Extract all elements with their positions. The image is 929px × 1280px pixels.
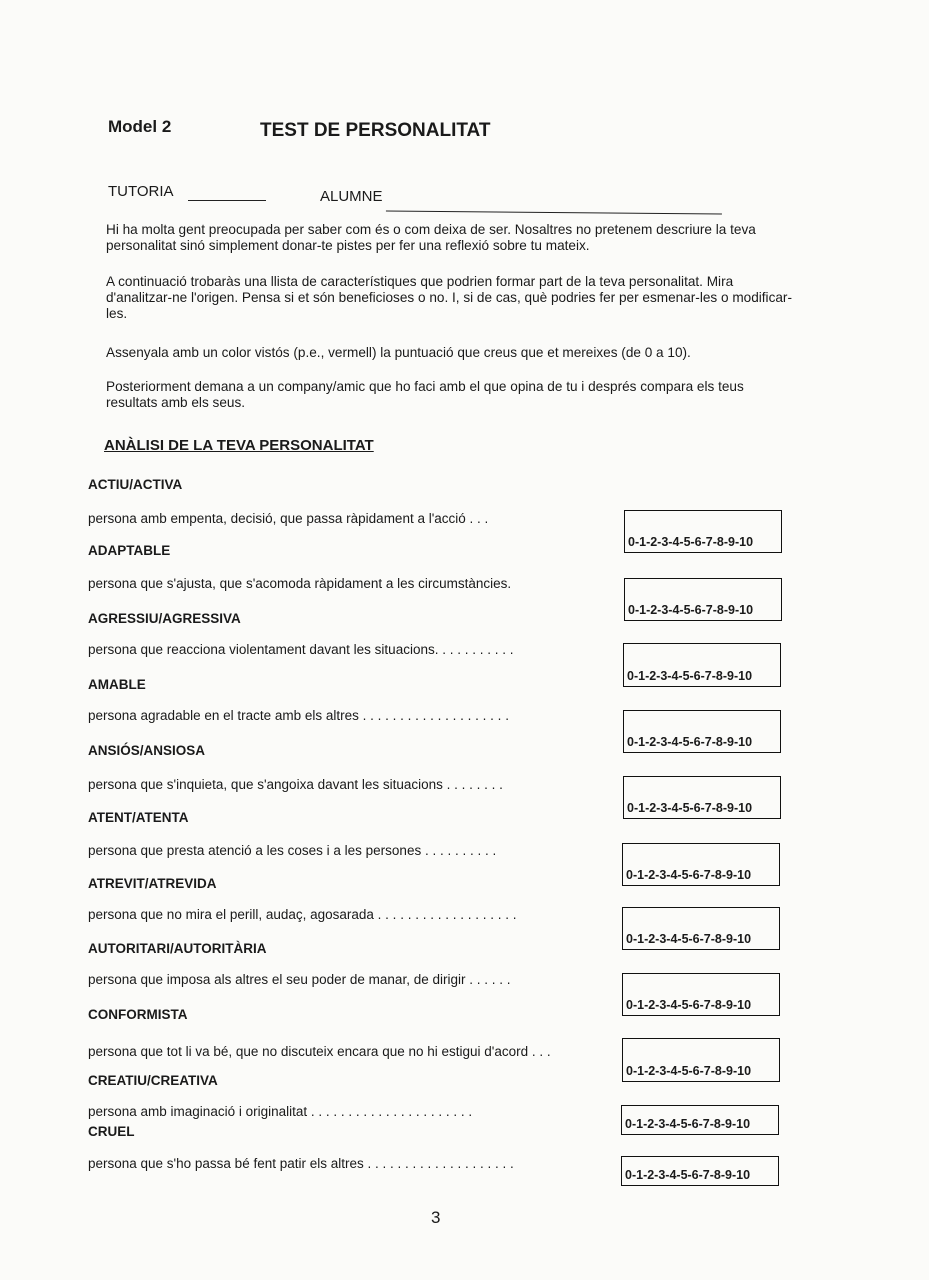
trait-title: ACTIU/ACTIVA (88, 477, 183, 492)
trait-title: ATREVIT/ATREVIDA (88, 876, 217, 891)
score-scale-box[interactable]: 0-1-2-3-4-5-6-7-8-9-10 (624, 510, 782, 553)
score-scale-box[interactable]: 0-1-2-3-4-5-6-7-8-9-10 (623, 710, 781, 753)
trait-description: persona que s'inquieta, que s'angoixa davant les situacions . . . . . . . . (88, 777, 503, 792)
trait-title: CREATIU/CREATIVA (88, 1073, 218, 1088)
model-label: Model 2 (108, 117, 172, 136)
trait-title: AUTORITARI/AUTORITÀRIA (88, 941, 267, 956)
trait-title: AMABLE (88, 677, 146, 692)
score-scale-box[interactable]: 0-1-2-3-4-5-6-7-8-9-10 (622, 1038, 780, 1082)
page-title: TEST DE PERSONALITAT (260, 120, 491, 141)
trait-title: ATENT/ATENTA (88, 810, 189, 825)
score-scale-box[interactable]: 0-1-2-3-4-5-6-7-8-9-10 (623, 643, 781, 687)
section-title: ANÀLISI DE LA TEVA PERSONALITAT (104, 437, 374, 454)
score-scale-box[interactable]: 0-1-2-3-4-5-6-7-8-9-10 (623, 776, 781, 819)
trait-description: persona agradable en el tracte amb els altres . . . . . . . . . . . . . . . . . . . . (88, 708, 509, 723)
trait-title: CRUEL (88, 1124, 135, 1139)
score-scale-box[interactable]: 0-1-2-3-4-5-6-7-8-9-10 (622, 973, 780, 1016)
intro-paragraph: Hi ha molta gent preocupada per saber com és o com deixa de ser. Nosaltres no pretenem descriure la teva personalitat sinó simplement donar-te pistes per fer una reflexió sobre tu mateix. (106, 222, 756, 253)
score-scale-box[interactable]: 0-1-2-3-4-5-6-7-8-9-10 (622, 843, 780, 886)
intro-paragraph: Assenyala amb un color vistós (p.e., vermell) la puntuació que creus que et mereixes (de 0 a 10). (106, 345, 691, 360)
trait-description: persona que no mira el perill, audaç, agosarada . . . . . . . . . . . . . . . . . . . (88, 907, 517, 922)
trait-title: CONFORMISTA (88, 1007, 188, 1022)
score-scale-box[interactable]: 0-1-2-3-4-5-6-7-8-9-10 (622, 907, 780, 950)
trait-title: ANSIÓS/ANSIOSA (88, 743, 206, 758)
trait-description: persona que s'ajusta, que s'acomoda ràpidament a les circumstàncies. (88, 576, 512, 591)
trait-description: persona que reacciona violentament davant les situacions. . . . . . . . . . . (88, 642, 514, 657)
trait-description: persona amb imaginació i originalitat . . . . . . . . . . . . . . . . . . . . . . (88, 1104, 473, 1119)
trait-description: persona que tot li va bé, que no discuteix encara que no hi estigui d'acord . . . (88, 1044, 551, 1059)
trait-description: persona amb empenta, decisió, que passa ràpidament a l'acció . . . (88, 511, 489, 526)
trait-description: persona que s'ho passa bé fent patir els altres . . . . . . . . . . . . . . . . . . . . (88, 1156, 514, 1171)
intro-paragraph: Posteriorment demana a un company/amic que ho faci amb el que opina de tu i després compara els teus resultats amb els seus. (106, 379, 744, 410)
score-scale-box[interactable]: 0-1-2-3-4-5-6-7-8-9-10 (621, 1156, 779, 1186)
intro-paragraph: A continuació trobaràs una llista de característiques que podrien formar part de la teva personalitat. Mira d'analitzar-ne l'origen. Pensa si et són beneficioses o no. I, si de cas, què podries fer per esmenar-les o modificar-les. (106, 274, 792, 321)
alumne-label: ALUMNE (320, 188, 383, 205)
trait-description: persona que presta atenció a les coses i a les persones . . . . . . . . . . (88, 843, 497, 858)
score-scale-box[interactable]: 0-1-2-3-4-5-6-7-8-9-10 (621, 1105, 779, 1135)
trait-title: AGRESSIU/AGRESSIVA (88, 611, 241, 626)
score-scale-box[interactable]: 0-1-2-3-4-5-6-7-8-9-10 (624, 578, 782, 621)
page-number: 3 (431, 1208, 441, 1227)
alumne-field[interactable] (386, 195, 722, 215)
tutoria-label: TUTORIA (108, 183, 174, 200)
trait-description: persona que imposa als altres el seu poder de manar, de dirigir . . . . . . (88, 972, 511, 987)
tutoria-field[interactable] (188, 186, 266, 201)
trait-title: ADAPTABLE (88, 543, 171, 558)
